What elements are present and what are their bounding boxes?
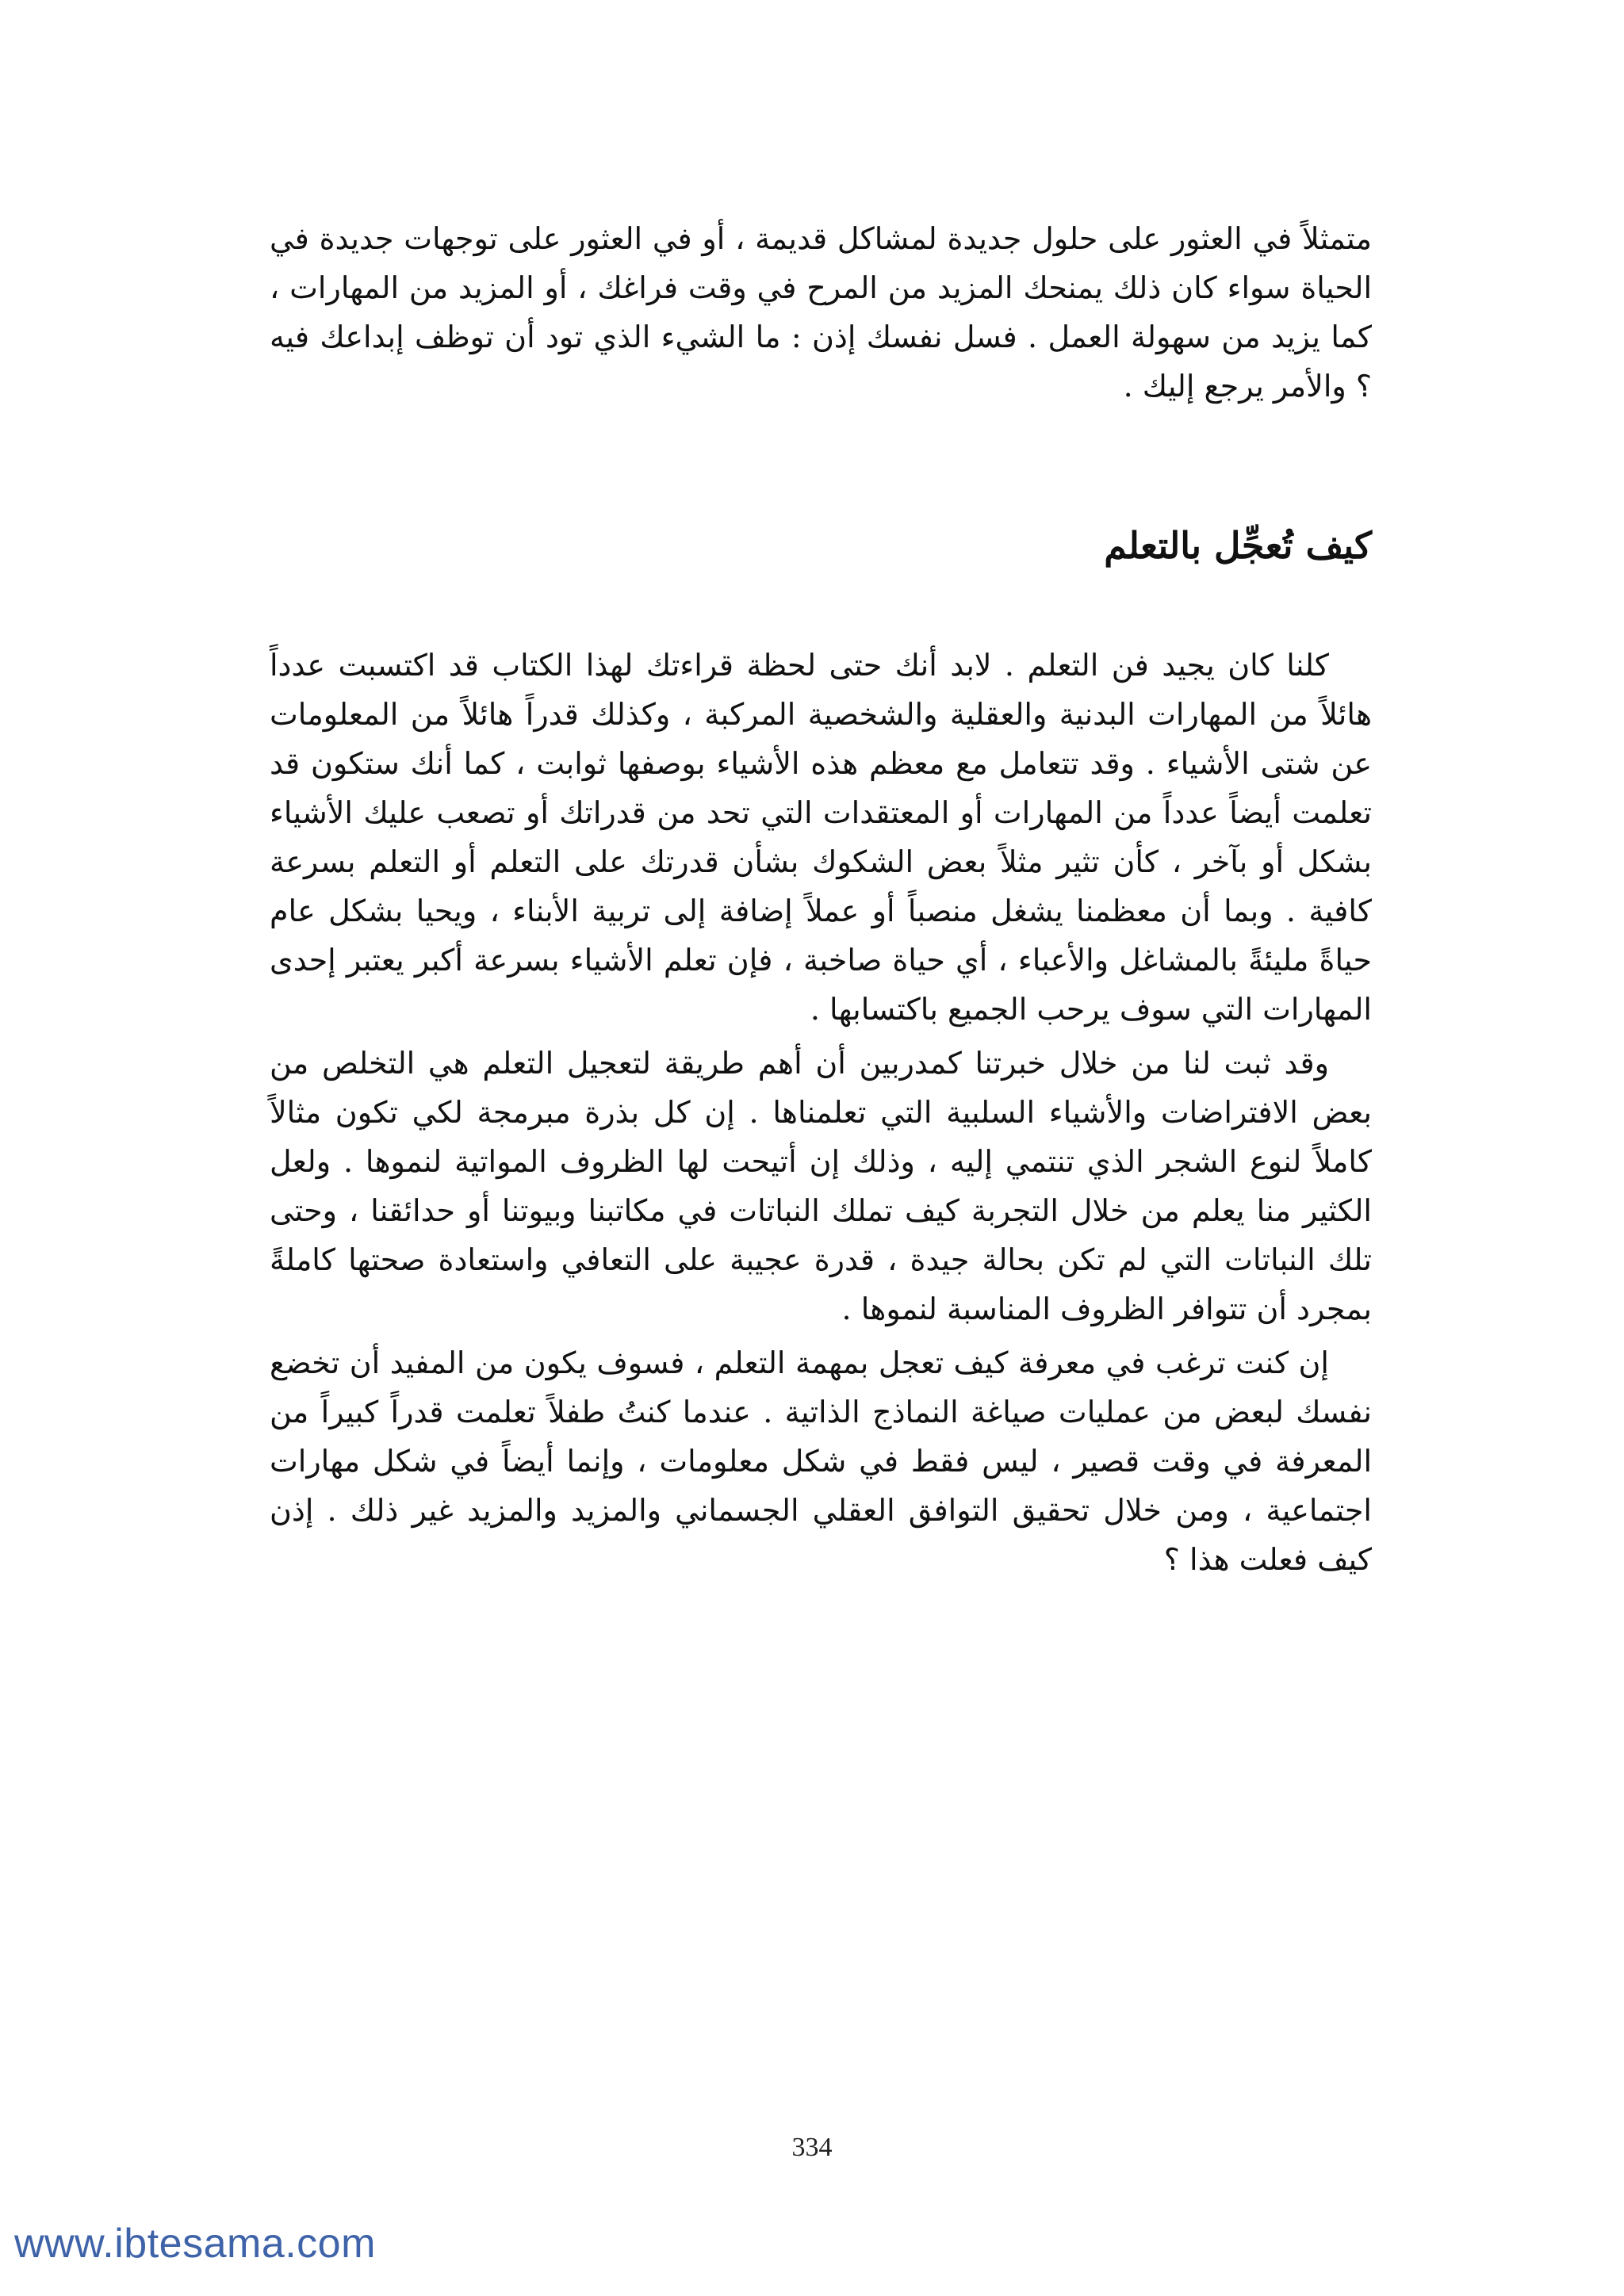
body-text-block — [270, 641, 1372, 1589]
intro-text-block — [270, 214, 1372, 415]
intro-paragraph: متمثلاً في العثور على حلول جديدة لمشاكل قديمة ، أو في العثور على توجهات جديدة في الحياة سواء كان ذلك يمنحك المزيد من المرح في وقت فراغك ، أو المزيد من المهارات ، كما يزيد من سهولة العمل . فسل نفسك إذن : ما الشيء الذي تود أن توظف إبداعك فيه ؟ والأمر يرجع إليك . — [270, 221, 1372, 404]
section-heading: كيف تُعجِّل بالتعلم — [1104, 524, 1372, 567]
body-paragraph: إن كنت ترغب في معرفة كيف تعجل بمهمة التعلم ، فسوف يكون من المفيد أن تخضع نفسك لبعض من عمليات صياغة النماذج الذاتية . عندما كنتُ طفلاً تعلمت قدراً كبيراً من المعرفة في وقت قصير ، ليس فقط في شكل معلومات ، وإنما أيضاً في شكل مهارات اجتماعية ، ومن خلال تحقيق التوافق العقلي الجسماني والمزيد والمزيد غير ذلك . إذن كيف فعلت هذا ؟ — [270, 1345, 1372, 1577]
body-paragraph: وقد ثبت لنا من خلال خبرتنا كمدربين أن أهم طريقة لتعجيل التعلم هي التخلص من بعض الافتراضات والأشياء السلبية التي تعلمناها . إن كل بذرة مبرمجة لكي تكون مثالاً كاملاً لنوع الشجر الذي تنتمي إليه ، وذلك إن أتيحت لها الظروف المواتية لنموها . ولعل الكثير منا يعلم من خلال التجربة كيف تملك النباتات في مكاتبنا وبيوتنا أو حدائقنا ، وحتى تلك النباتات التي لم تكن بحالة جيدة ، قدرة عجيبة على التعافي واستعادة صحتها كاملةً بمجرد أن تتوافر الظروف المناسبة لنموها . — [270, 1046, 1372, 1326]
watermark-link[interactable]: www.ibtesama.com — [14, 2221, 376, 2267]
body-paragraph: كلنا كان يجيد فن التعلم . لابد أنك حتى لحظة قراءتك لهذا الكتاب قد اكتسبت عدداً هائلاً من المهارات البدنية والعقلية والشخصية المركبة ، وكذلك قدراً هائلاً من المعلومات عن شتى الأشياء . وقد تتعامل مع معظم هذه الأشياء بوصفها ثوابت ، كما أنك ستكون قد تعلمت أيضاً عدداً من المهارات أو المعتقدات التي تحد من قدراتك أو تصعب عليك الأشياء بشكل أو بآخر ، كأن تثير مثلاً بعض الشكوك بشأن قدرتك على التعلم أو التعلم بسرعة كافية . وبما أن معظمنا يشغل منصباً أو عملاً إضافة إلى تربية الأبناء ، ويحيا بشكل عام حياةً مليئةً بالمشاغل والأعباء ، أي حياة صاخبة ، فإن تعلم الأشياء بسرعة أكبر يعتبر إحدى المهارات التي سوف يرحب الجميع باكتسابها . — [270, 648, 1372, 1027]
page-number: 334 — [791, 2133, 833, 2162]
